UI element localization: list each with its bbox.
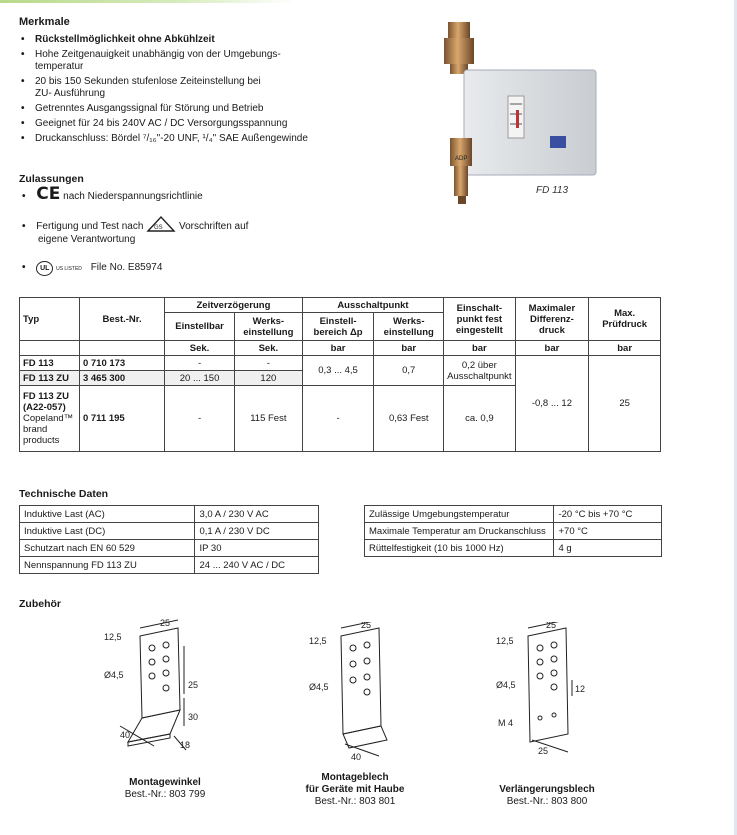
svg-text:GS: GS [154, 225, 163, 231]
svg-text:25: 25 [546, 622, 557, 630]
ul-listed-text: US LISTED [56, 266, 82, 272]
zubehor-item-montageblech: Montageblech für Geräte mit Haube Best.-Nr.: 803 801 [305, 772, 405, 807]
merkmale-heading: Merkmale [19, 16, 70, 28]
zubehor-item-montagewinkel: Montagewinkel Best.-Nr.: 803 799 [124, 777, 206, 800]
table-row: Nennspannung FD 113 ZU 24 ... 240 V AC / DC [20, 557, 319, 574]
list-item: • 20 bis 150 Sekunden stufenlose Zeiteinstellung bei ZU- Ausführung [19, 76, 439, 100]
svg-text:25: 25 [160, 618, 171, 628]
montagewinkel-drawing [100, 618, 230, 758]
svg-text:Ø4,5: Ø4,5 [104, 670, 124, 680]
svg-text:18: 18 [180, 740, 191, 750]
col-header-einbereich: Einstell- bereich Δp [302, 313, 374, 341]
table-row: Schutzart nach EN 60 529 IP 30 [20, 540, 319, 557]
col-header-einstellbar: Einstellbar [165, 313, 235, 341]
ul-file-number: File No. E85974 [90, 262, 163, 273]
col-header-aus: Ausschaltpunkt [302, 298, 443, 313]
svg-text:40: 40 [351, 752, 362, 762]
montageblech-drawing [305, 622, 415, 762]
photo-caption: FD 113 [536, 185, 569, 196]
gs-test-mark-icon [146, 215, 176, 233]
tech-table-right [364, 505, 662, 557]
photo-badge: ADP [455, 156, 468, 162]
svg-text:25: 25 [188, 680, 199, 690]
list-item: • Rückstellmöglichkeit ohne Abkühlzeit [19, 34, 439, 46]
col-header-einschalt: Einschalt- punkt fest eingestellt [444, 298, 515, 341]
svg-text:12,5: 12,5 [309, 636, 327, 646]
fertigung-row: • Fertigung und Test nach GS Vorschriften auf eigene Verantwortung [22, 215, 248, 246]
svg-text:12,5: 12,5 [104, 632, 122, 642]
ce-text: nach Niederspannungsrichtlinie [63, 191, 203, 202]
table-row: FD 113 ZU 3 465 300 20 ... 150 120 [20, 371, 661, 386]
zubehor-heading: Zubehör [19, 598, 61, 610]
col-header-typ: Typ [20, 298, 80, 341]
svg-text:30: 30 [188, 712, 199, 722]
ul-row: • UL US LISTED File No. E85974 [22, 261, 162, 276]
list-item: • Hohe Zeitgenauigkeit unabhängig von der Umgebungs- temperatur [19, 49, 439, 73]
product-photo [438, 18, 606, 208]
top-accent-line [0, 0, 737, 3]
table-row: Rüttelfestigkeit (10 bis 1000 Hz) 4 g [365, 540, 662, 557]
col-header-zeit: Zeitverzögerung [165, 298, 303, 313]
zubehor-item-verlaengerungsblech: Verlängerungsblech Best.-Nr.: 803 800 [499, 784, 595, 807]
zulassungen-heading: Zulassungen [19, 173, 84, 185]
ul-mark-icon: UL [36, 261, 53, 276]
svg-text:12: 12 [575, 684, 586, 694]
table-row: Induktive Last (DC) 0,1 A / 230 V DC [20, 523, 319, 540]
list-item: • Geeignet für 24 bis 240V AC / DC Versorgungsspannung [19, 118, 439, 130]
svg-text:40: 40 [120, 730, 131, 740]
tech-heading: Technische Daten [19, 488, 109, 500]
ce-mark-icon: CE [36, 184, 61, 204]
svg-text:Ø4,5: Ø4,5 [496, 680, 516, 690]
col-header-best: Best.-Nr. [79, 298, 164, 341]
col-header-werks: Werks- einstellung [234, 313, 302, 341]
product-table: Typ Best.-Nr. Zeitverzögerung Ausschaltpunkt Einschalt- punkt fest eingestellt Maximaler Differenz- druck Max. Prüfdruck Einstellbar Werks- einstellung Einstell- bereich Δp Werks- einstellung Sek. Sek. bar bar bar bar bar FD 113 0 710 173 - - 0,3 ... 4,5 0,7 0,2 über Ausschaltpunkt -0,8 ... 12 25 FD 113 ZU 3 465 300 20 ... 150 120 FD 113 ZU (A22-057) Copeland™ brand products 0 711 195 - 115 Fest - 0,63 Fest ca. 0,9 [19, 297, 661, 452]
table-row: FD 113 0 710 173 - - 0,3 ... 4,5 0,7 0,2 über Ausschaltpunkt -0,8 ... 12 25 [20, 356, 661, 371]
svg-text:25: 25 [361, 622, 372, 630]
svg-text:12,5: 12,5 [496, 636, 514, 646]
tech-table-left [19, 505, 319, 574]
svg-text:M 4: M 4 [498, 718, 514, 728]
list-item: • Druckanschluss: Bördel ⁷/₁₆"-20 UNF, ¹/₄" SAE Außengewinde [19, 133, 439, 145]
merkmale-list [19, 34, 439, 148]
table-row: Maximale Temperatur am Druckanschluss +70 °C [365, 523, 662, 540]
verlaengerungsblech-drawing [492, 622, 602, 762]
col-header-werks2: Werks- einstellung [374, 313, 444, 341]
table-row: Zulässige Umgebungstemperatur -20 °C bis +70 °C [365, 506, 662, 523]
col-header-maxdiff: Maximaler Differenz- druck [515, 298, 589, 341]
ce-row: • CE nach Niederspannungsrichtlinie [22, 184, 203, 204]
col-header-pruf: Max. Prüfdruck [589, 298, 661, 341]
svg-text:25: 25 [538, 746, 549, 756]
table-row: FD 113 ZU (A22-057) Copeland™ brand products 0 711 195 - 115 Fest - 0,63 Fest ca. 0,9 [20, 386, 661, 452]
table-row: Induktive Last (AC) 3,0 A / 230 V AC [20, 506, 319, 523]
svg-text:Ø4,5: Ø4,5 [309, 682, 329, 692]
list-item: • Getrenntes Ausgangssignal für Störung und Betrieb [19, 103, 439, 115]
